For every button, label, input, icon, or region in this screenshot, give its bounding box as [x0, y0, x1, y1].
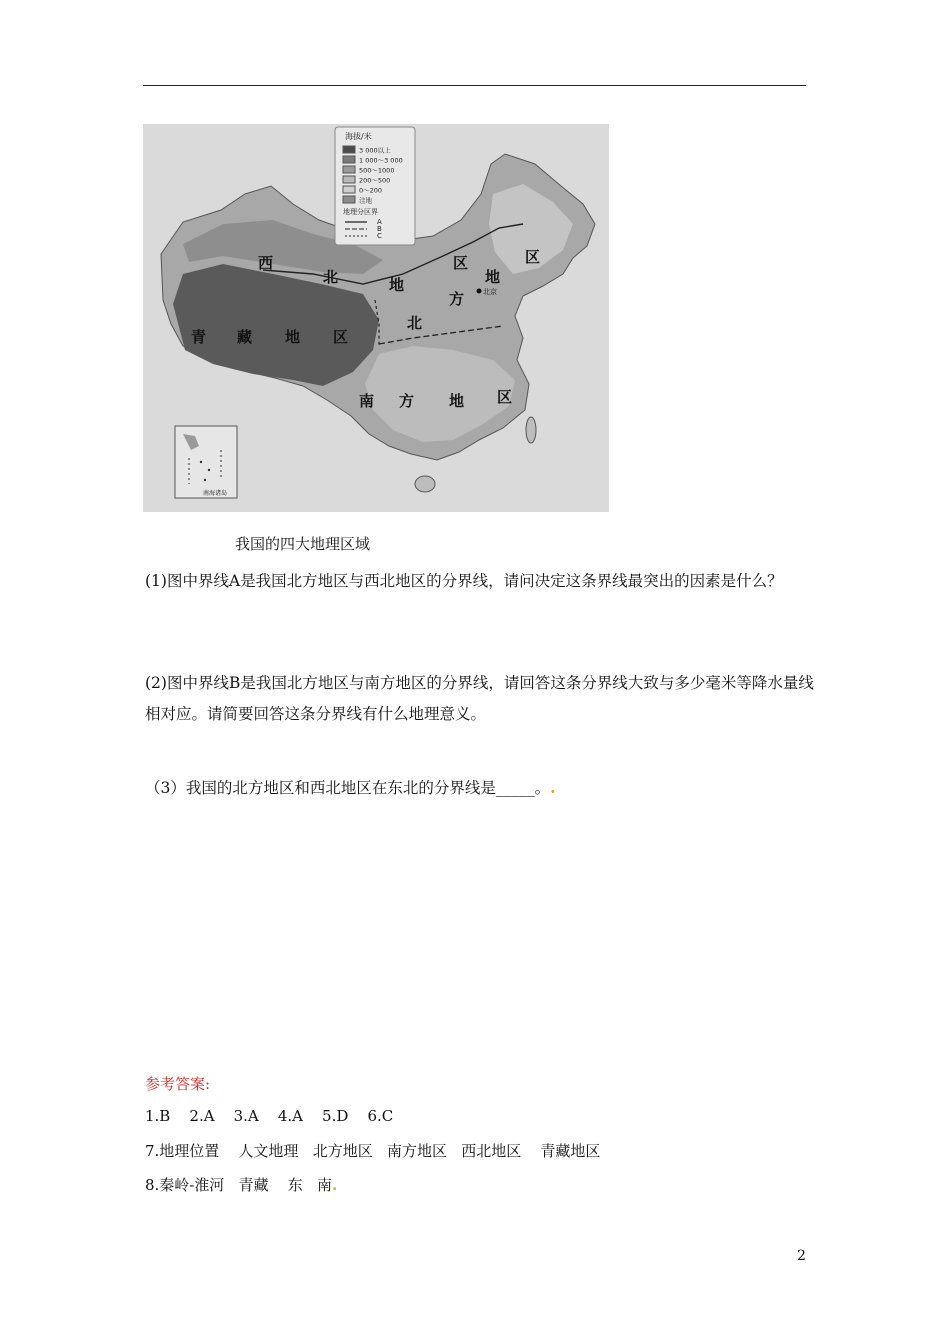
region-qingzang-char-4: 区 — [333, 328, 349, 346]
south-china-sea-inset — [175, 426, 237, 498]
answer-line-3-mark: . — [332, 1176, 338, 1194]
answer-line-2: 7.地理位置 人文地理 北方地区 南方地区 西北地区 青藏地区 — [145, 1142, 601, 1160]
legend-label-5: 洼地 — [359, 196, 372, 205]
region-north-char-3: 地 — [485, 268, 501, 286]
region-south-char-1: 南 — [359, 392, 375, 410]
legend-label-0: 3 000以上 — [359, 146, 391, 155]
china-geographic-regions-map — [143, 124, 609, 512]
legend-label-2: 500～1000 — [359, 166, 395, 175]
question-2: (2)图中界线B是我国北方地区与南方地区的分界线，请回答这条分界线大致与多少毫米等降水量线相对应。请简要回答这条分界线有什么地理意义。 — [145, 674, 814, 723]
region-south-char-2: 方 — [399, 392, 415, 410]
question-3-mark: . — [550, 778, 556, 797]
inset-label: 南海诸岛 — [203, 490, 228, 497]
legend-swatch-0 — [343, 146, 355, 153]
legend-swatch-1 — [343, 156, 355, 163]
region-qingzang-char-3: 地 — [285, 328, 301, 346]
beijing-marker — [477, 289, 482, 294]
boundary-label-a: A — [377, 218, 382, 226]
question-3-text: （3）我国的北方地区和西北地区在东北的分界线是_____。 — [145, 779, 551, 797]
question-1: (1)图中界线A是我国北方地区与西北地区的分界线，请问决定这条界线最突出的因素是什么？ — [145, 572, 783, 590]
legend-swatch-5 — [343, 196, 355, 203]
legend-label-4: 0～200 — [359, 186, 383, 195]
header-rule — [143, 85, 806, 86]
legend-swatch-4 — [343, 186, 355, 193]
legend-swatch-3 — [343, 176, 355, 183]
region-north-char-4: 区 — [525, 248, 541, 266]
map-legend — [335, 127, 415, 245]
taiwan-island — [526, 417, 536, 443]
region-northwest-char-4: 区 — [453, 254, 469, 272]
boundary-label-b: B — [377, 225, 382, 233]
region-qingzang-char-2: 藏 — [237, 328, 253, 346]
question-3 — [145, 772, 815, 804]
hainan-island — [415, 476, 435, 492]
region-northwest-char-1: 西 — [258, 254, 274, 272]
legend-label-3: 200～500 — [359, 176, 391, 185]
answer-line-3 — [145, 1174, 337, 1195]
page-number: 2 — [797, 1248, 806, 1264]
region-northwest-char-2: 北 — [323, 268, 339, 286]
region-south-char-3: 地 — [449, 392, 465, 410]
beijing-label: 北京 — [483, 288, 497, 296]
boundary-legend-title: 地理分区界 — [343, 208, 378, 216]
legend-label-1: 1 000～3 000 — [359, 156, 403, 165]
answer-line-3-text: 8.秦岭-淮河 青藏 东 南 — [145, 1176, 333, 1194]
region-qingzang-char-1: 青 — [191, 328, 207, 346]
region-north-char-1: 北 — [407, 314, 423, 332]
legend-title: 海拔/米 — [345, 132, 372, 141]
answer-line-1: 1.B 2.A 3.A 4.A 5.D 6.C — [145, 1107, 394, 1125]
boundary-label-c: C — [377, 232, 382, 240]
answer-heading: 参考答案: — [145, 1075, 211, 1093]
region-northwest-char-3: 地 — [389, 276, 405, 294]
map-caption: 我国的四大地理区域 — [235, 535, 371, 553]
region-south-char-4: 区 — [497, 388, 513, 406]
legend-swatch-2 — [343, 166, 355, 173]
region-north-char-2: 方 — [449, 290, 465, 308]
